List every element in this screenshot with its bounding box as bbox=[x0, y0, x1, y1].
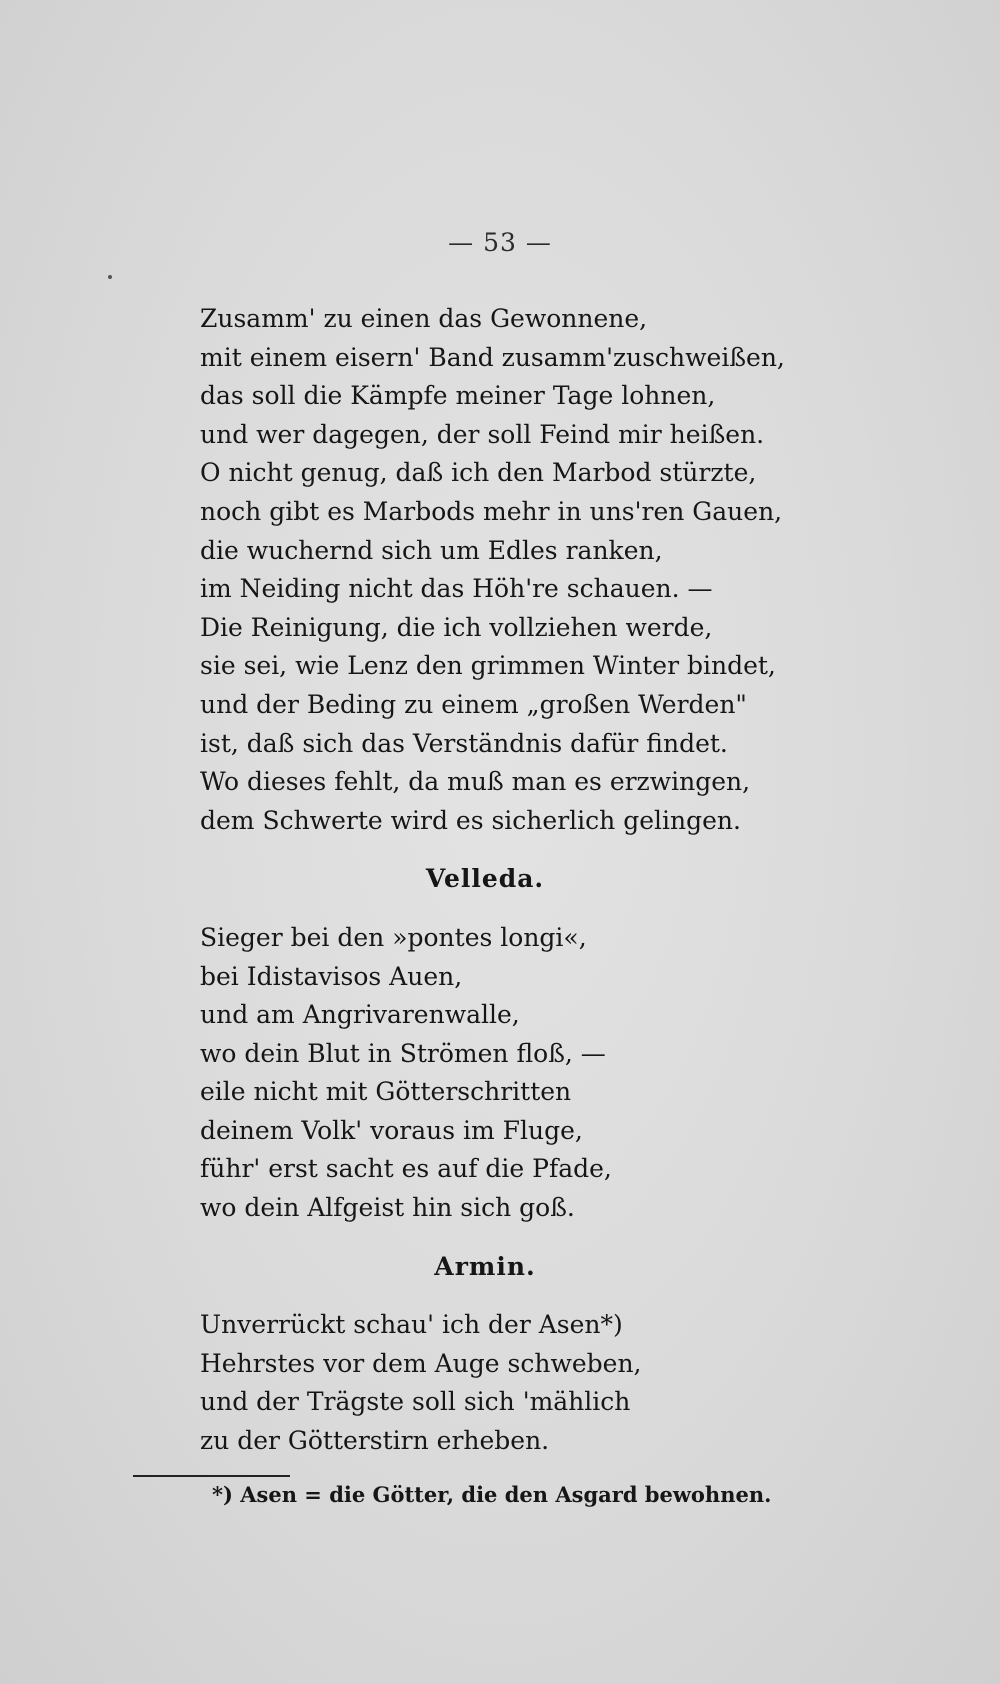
verse-line: und am Angrivarenwalle, bbox=[200, 1000, 520, 1030]
verse-line: Sieger bei den »pontes longi«, bbox=[200, 922, 587, 952]
verse-line: eile nicht mit Götterschritten bbox=[200, 1077, 572, 1107]
spacer bbox=[200, 1228, 920, 1248]
verse-line: noch gibt es Marbods mehr in uns'ren Gauen, bbox=[200, 496, 783, 526]
spacer bbox=[200, 1286, 920, 1306]
stanza-3 bbox=[200, 1306, 920, 1460]
paper-speck bbox=[108, 275, 112, 279]
verse-line: wo dein Blut in Strömen floß, — bbox=[200, 1038, 606, 1068]
verse-line: das soll die Kämpfe meiner Tage lohnen, bbox=[200, 381, 716, 411]
verse-line: wo dein Alfgeist hin sich goß. bbox=[200, 1193, 575, 1223]
stanza-1 bbox=[200, 300, 920, 840]
verse-line: und wer dagegen, der soll Feind mir heißen. bbox=[200, 419, 765, 449]
verse-line: ist, daß sich das Verständnis dafür findet. bbox=[200, 728, 728, 758]
page-number: — 53 — bbox=[448, 228, 552, 257]
verse-line: O nicht genug, daß ich den Marbod stürzte, bbox=[200, 458, 757, 488]
verse-line: die wuchernd sich um Edles ranken, bbox=[200, 535, 663, 565]
footnote: *) Asen = die Götter, die den Asgard bewohnen. bbox=[212, 1482, 772, 1507]
verse-line: Zusamm' zu einen das Gewonnene, bbox=[200, 304, 648, 333]
verse-line: Wo dieses fehlt, da muß man es erzwingen, bbox=[200, 767, 751, 797]
verse-line: Die Reinigung, die ich vollziehen werde, bbox=[200, 612, 713, 642]
verse-line: bei Idistavisos Auen, bbox=[200, 961, 463, 991]
footnote-divider bbox=[133, 1475, 290, 1477]
spacer bbox=[200, 840, 920, 860]
verse-line: deinem Volk' voraus im Fluge, bbox=[200, 1115, 583, 1145]
verse-line: und der Beding zu einem „großen Werden" bbox=[200, 689, 747, 719]
verse-line: Hehrstes vor dem Auge schweben, bbox=[200, 1348, 642, 1378]
spacer bbox=[200, 899, 920, 919]
speaker-heading-velleda: Velleda. bbox=[425, 864, 545, 894]
verse-line: Unverrückt schau' ich der Asen*) bbox=[200, 1310, 623, 1340]
speaker-heading-armin: Armin. bbox=[434, 1251, 536, 1281]
verse-line: mit einem eisern' Band zusamm'zuschweißen, bbox=[200, 342, 785, 372]
verse-line: im Neiding nicht das Höh're schauen. — bbox=[200, 574, 713, 604]
poem-text bbox=[200, 300, 920, 1461]
verse-line: zu der Götterstirn erheben. bbox=[200, 1426, 550, 1456]
verse-line: führ' erst sacht es auf die Pfade, bbox=[200, 1154, 612, 1184]
verse-line: dem Schwerte wird es sicherlich gelingen. bbox=[200, 805, 741, 835]
verse-line: sie sei, wie Lenz den grimmen Winter bindet, bbox=[200, 651, 776, 681]
stanza-2 bbox=[200, 919, 920, 1228]
verse-line: und der Trägste soll sich 'mählich bbox=[200, 1387, 631, 1417]
